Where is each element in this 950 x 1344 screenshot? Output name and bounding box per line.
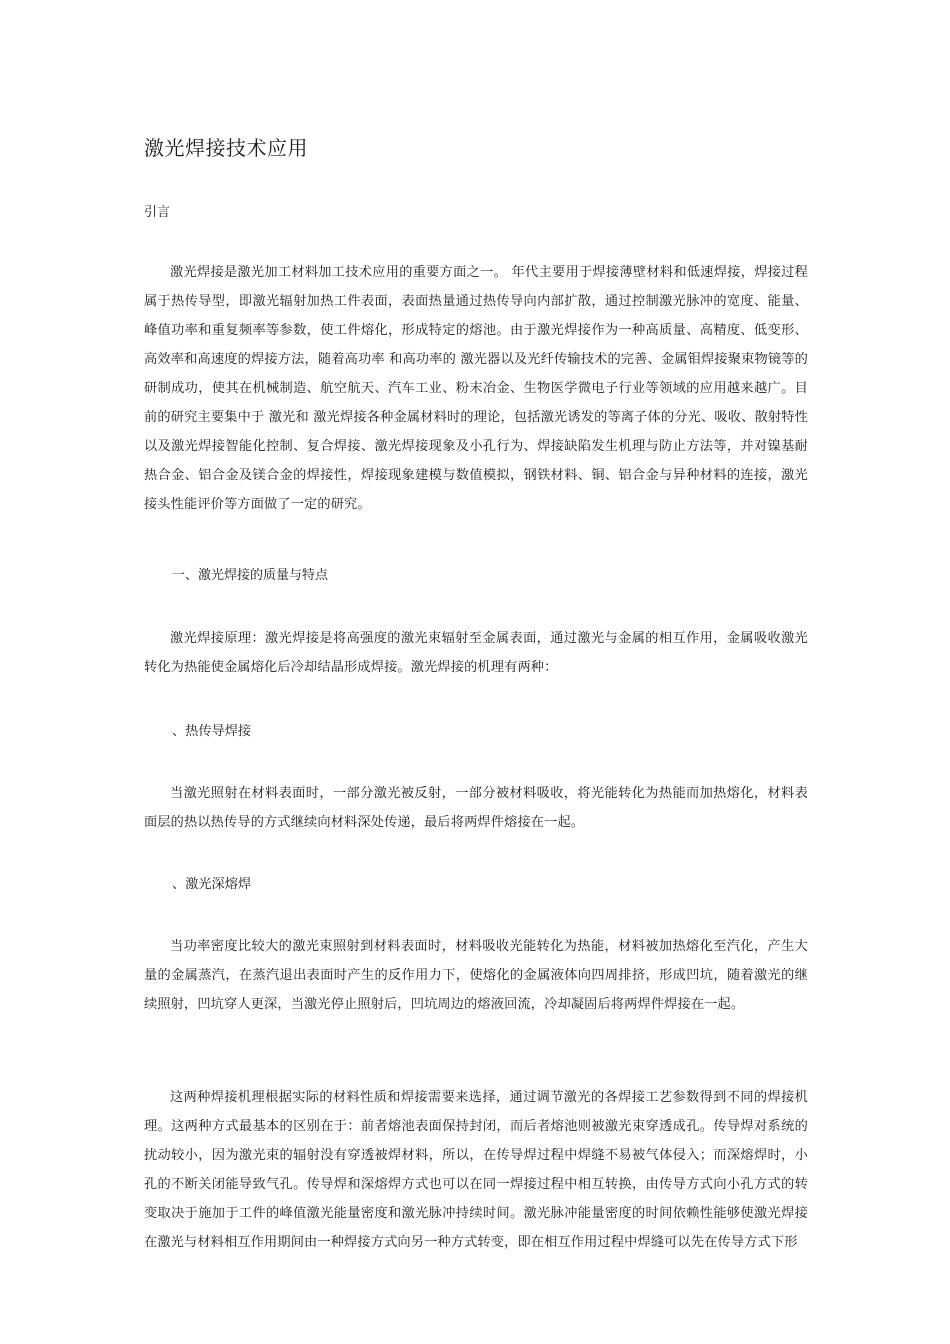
- principle-paragraph: 激光焊接原理：激光焊接是将高强度的激光束辐射至金属表面，通过激光与金属的相互作用，金属吸收激光转化为热能使金属熔化后冷却结晶形成焊接。激光焊接的机理有两种：: [144, 631, 808, 675]
- sub2-paragraph: 当功率密度比较大的激光束照射到材料表面时，材料吸收光能转化为热能，材料被加热熔化至汽化，产生大量的金属蒸汽，在蒸汽退出表面时产生的反作用力下，使熔化的金属液体向四周排挤，形成凹坑，随着激光的继续照射，凹坑穿人更深，当激光停止照射后，凹坑周边的熔液回流，冷却凝固后将两焊件焊接在一起。: [144, 939, 808, 1012]
- intro-heading: 引言: [144, 205, 171, 220]
- sub1-heading: 、热传导焊接: [172, 724, 252, 739]
- sub2-heading: 、激光深熔焊: [172, 877, 252, 892]
- document-title: 激光焊接技术应用: [144, 136, 308, 160]
- section1-heading: 一、激光焊接的质量与特点: [172, 568, 329, 583]
- intro-paragraph: 激光焊接是激光加工材料加工技术应用的重要方面之一。 年代主要用于焊接薄壁材料和低速焊接，焊接过程属于热传导型，即激光辐射加热工件表面，表面热量通过热传导向内部扩散，通过控制激光脉冲的宽度、能量、峰值功率和重复频率等参数，使工件熔化，形成特定的熔池。由于激光焊接作为一种高质量、高精度、低变形、高效率和高速度的焊接方法，随着高功率 和高功率的 激光器以及光纤传输技术的完善、金属钼焊接聚束物镜等的研制成功，使其在机械制造、航空航天、汽车工业、粉末冶金、生物医学微电子行业等领域的应用越来越广。目前的研究主要集中于 激光和 激光焊接各种金属材料时的理论，包括激光诱发的等离子体的分光、吸收、散射特性以及激光焊接智能化控制、复合焊接、激光焊接现象及小孔行为、焊接缺陷发生机理与防止方法等，并对镍基耐热合金、铝合金及镁合金的焊接性，焊接现象建模与数值模拟，钢铁材料、铜、铝合金与异种材料的连接，激光接头性能评价等方面做了一定的研究。: [144, 265, 808, 512]
- sub1-paragraph: 当激光照射在材料表面时，一部分激光被反射，一部分被材料吸收，将光能转化为热能而加热熔化，材料表面层的热以热传导的方式继续向材料深处传递，最后将两焊件熔接在一起。: [144, 786, 808, 830]
- compare-paragraph: 这两种焊接机理根据实际的材料性质和焊接需要来选择，通过调节激光的各焊接工艺参数得到不同的焊接机理。这两种方式最基本的区别在于：前者熔池表面保持封闭，而后者熔池则被激光束穿透成孔。传导焊对系统的扰动较小，因为激光束的辐射没有穿透被焊材料，所以，在传导焊过程中焊缝不易被气体侵入；而深熔焊时，小孔的不断关闭能导致气孔。传导焊和深熔焊方式也可以在同一焊接过程中相互转换，由传导方式向小孔方式的转变取决于施加于工件的峰值激光能量密度和激光脉冲持续时间。激光脉冲能量密度的时间依赖性能够使激光焊接在激光与材料相互作用期间由一种焊接方式向另一种方式转变，即在相互作用过程中焊缝可以先在传导方式下形: [144, 1090, 808, 1250]
